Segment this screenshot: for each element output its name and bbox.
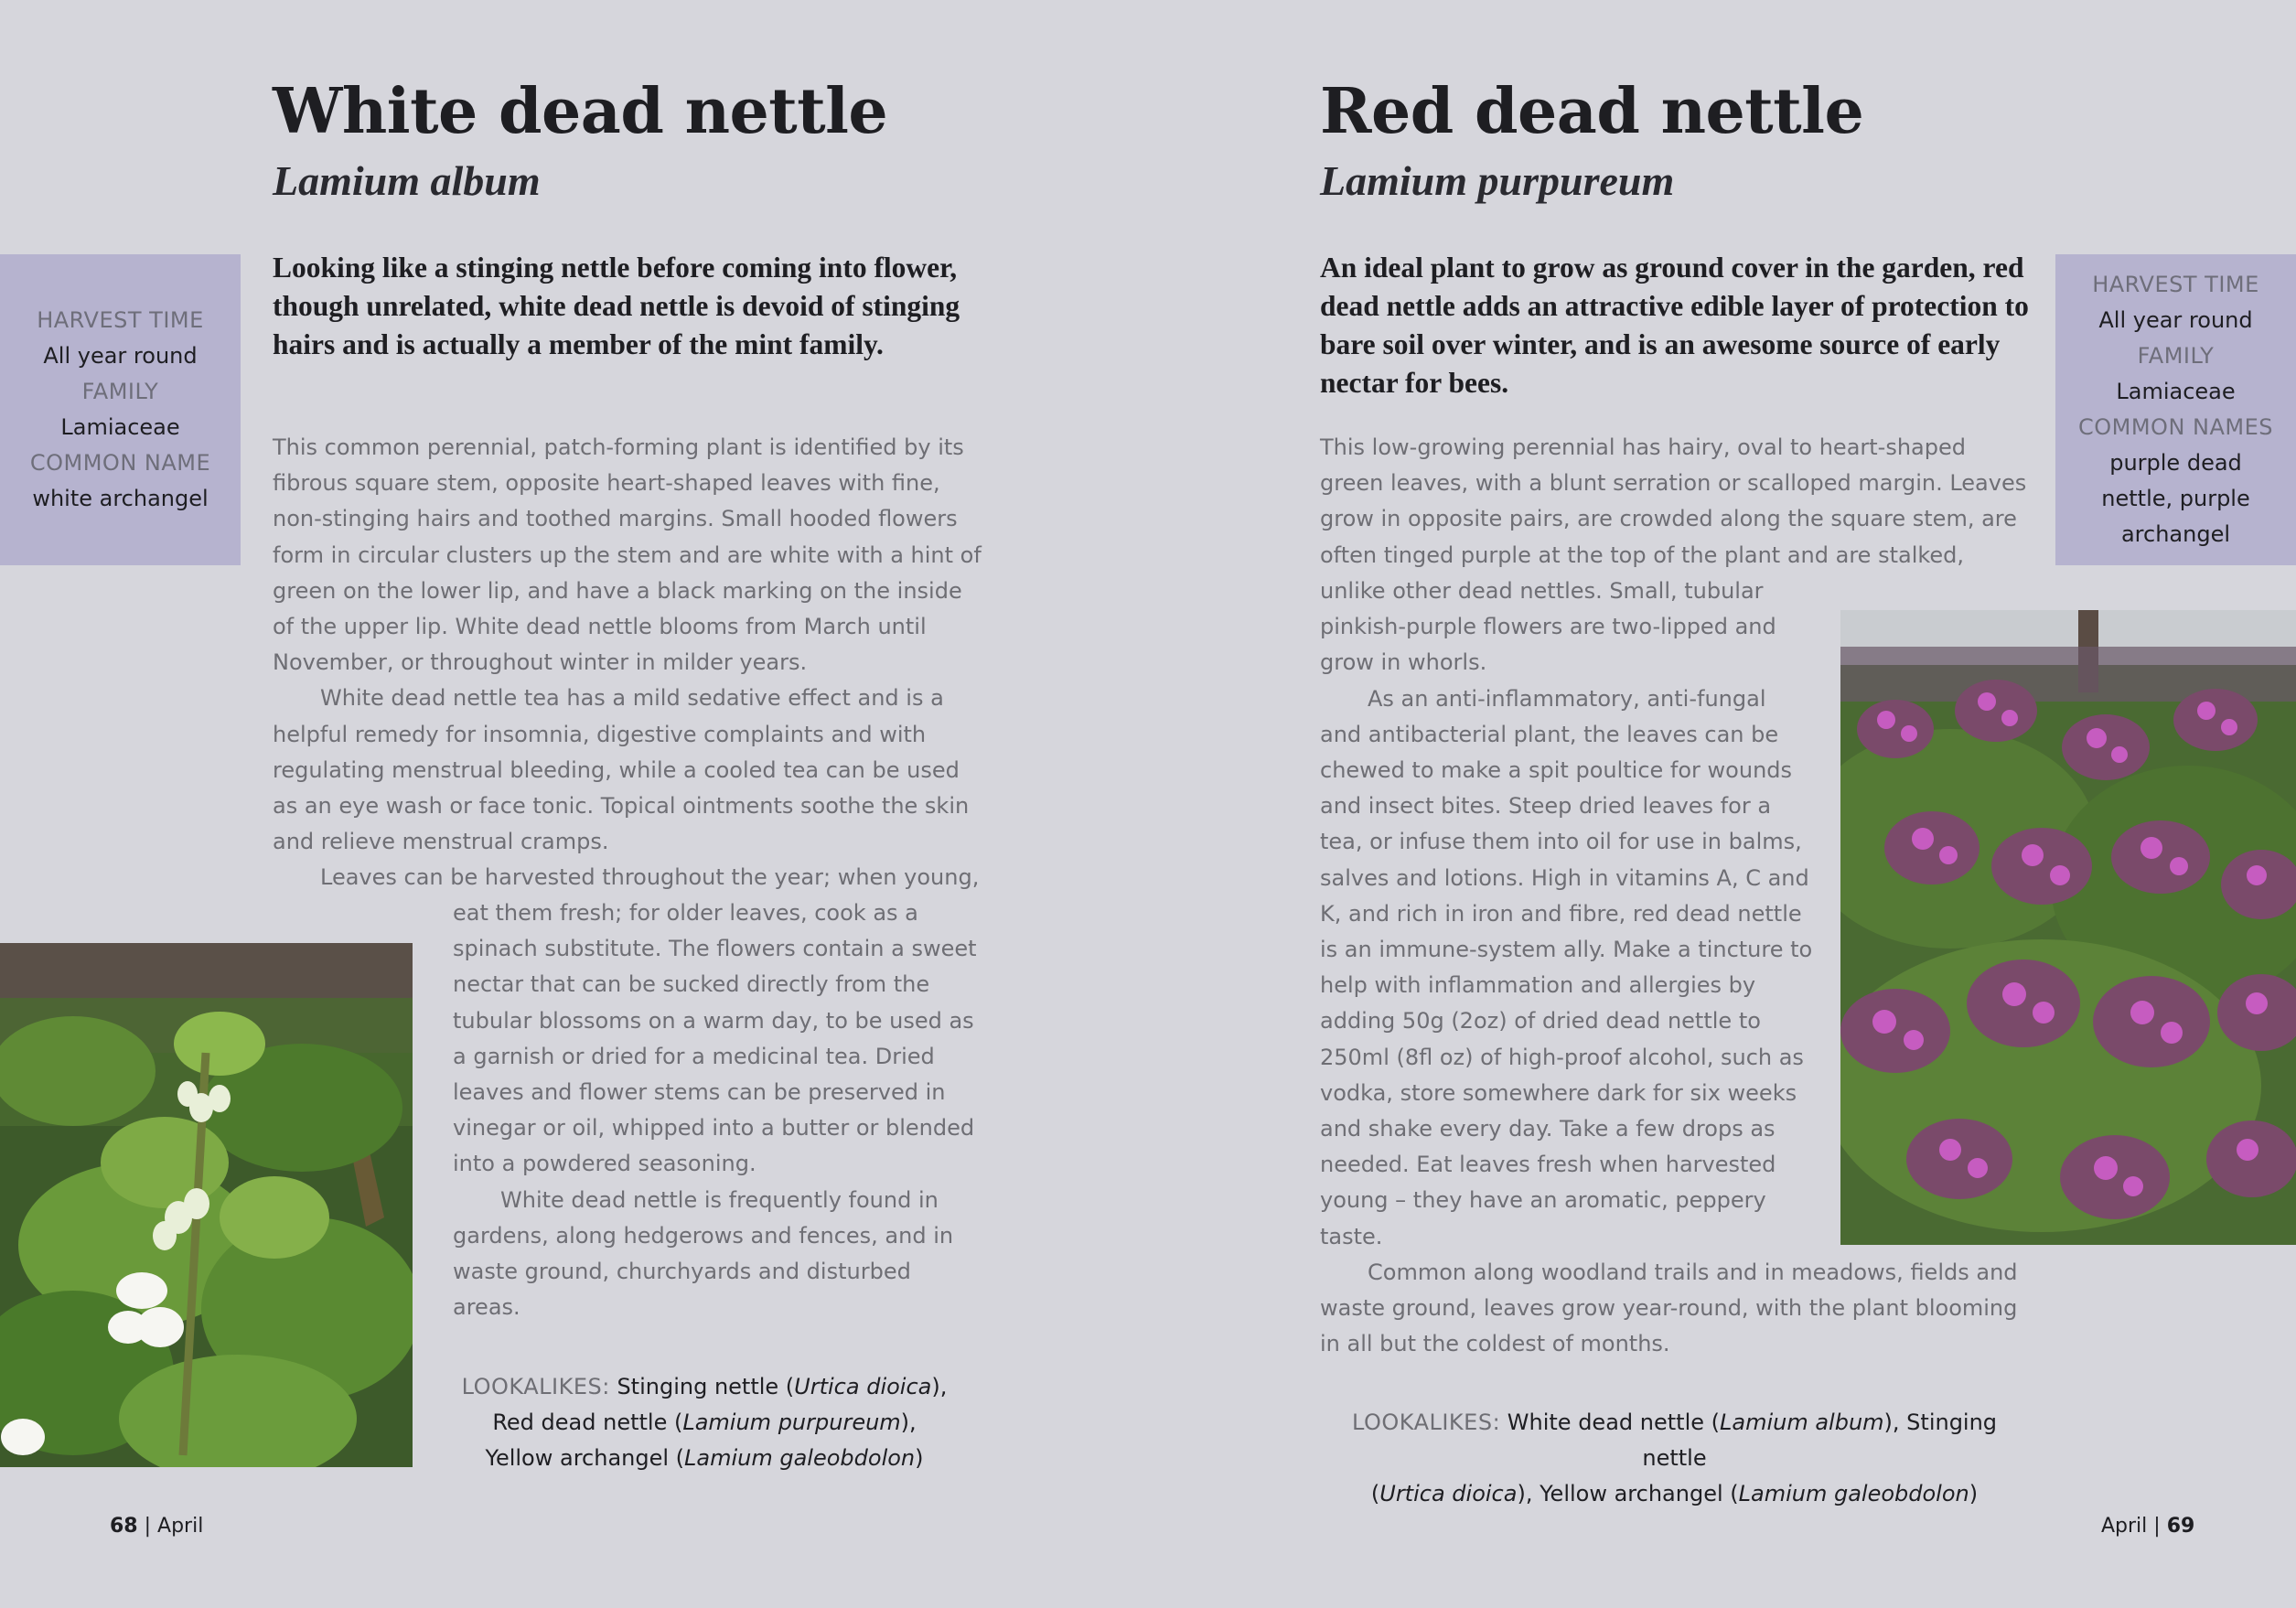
body-paragraph: Leaves can be harvested throughout the year; when young, (320, 864, 980, 891)
lookalike-latin: Lamium galeobdolon (684, 1445, 916, 1472)
red-dead-nettle-photo (1840, 610, 2296, 1245)
lookalike-latin: Urtica dioica (794, 1374, 932, 1399)
right-page (1148, 0, 2296, 1608)
body-text-column (1320, 430, 2029, 574)
body-text-wrapped (1320, 574, 1814, 1255)
body-paragraph: This low-growing perennial has hairy, oval to heart-shaped green leaves, with a blunt serration or scalloped margin. Leaves grow in opposite pairs, are crowded along the square stem, are often tinged purple at the top of the plant and are stalked, (1320, 434, 2027, 568)
page-footer (110, 1515, 203, 1538)
lookalike-latin: Lamium galeobdolon (1738, 1481, 1969, 1507)
lookalike-text: ), Yellow archangel ( (1517, 1481, 1739, 1507)
latin-name: Lamium purpureum (1320, 157, 1675, 204)
footer-month: April (2101, 1515, 2148, 1538)
common-names-value: purple dead nettle, purple archangel (2101, 450, 2250, 547)
lookalike-latin: Urtica dioica (1379, 1481, 1518, 1507)
lookalike-text: ), (900, 1410, 917, 1436)
body-paragraph: This common perennial, patch-forming plant is identified by its fibrous square stem, opposite heart-shaped leaves with fine, non-stinging hairs and toothed margins. Small hooded flowers form in circular clusters up the stem and are white with a hint of green on the lower lip, and have a black marking on the inside of the upper lip. White dead nettle blooms from March until November, or throughout winter in milder years. (273, 434, 982, 676)
page-title: White dead nettle (273, 75, 888, 148)
body-text-wrapped (453, 895, 983, 1325)
family-value: Lamiaceae (2116, 379, 2236, 404)
page-title: Red dead nettle (1320, 75, 1864, 148)
body-paragraph: Common along woodland trails and in meadows, fields and waste ground, leaves grow year-round, with the plant blooming in all but the coldest of months. (1320, 1260, 2018, 1357)
page-number: 68 (110, 1515, 138, 1538)
body-paragraph: unlike other dead nettles. Small, tubular pinkish-purple flowers are two-lipped and grow in whorls. (1320, 578, 1776, 676)
harvest-time-value: All year round (2098, 307, 2253, 333)
family-label: FAMILY (2137, 343, 2215, 369)
intro-paragraph: An ideal plant to grow as ground cover in the garden, red dead nettle adds an attractive edible layer of protection to bare soil over winter, and is an awesome source of early nectar for bees. (1320, 252, 2029, 399)
harvest-time-value: All year round (43, 343, 198, 369)
lookalike-text: Stinging nettle ( (609, 1374, 795, 1399)
body-paragraph: eat them fresh; for older leaves, cook as a spinach substitute. The flowers contain a sweet nectar that can be sucked directly from the tubular blossoms on a warm day, to be used as a garnish or dried for a medicinal tea. Dried leaves and flower stems can be preserved in vinegar or oil, whipped into a butter or blended into a powdered seasoning. (453, 900, 977, 1177)
lookalikes (430, 1369, 979, 1477)
lookalikes-label: LOOKALIKES: (461, 1374, 610, 1399)
lookalike-text: ), (931, 1374, 948, 1399)
lookalike-latin: Lamium album (1720, 1410, 1884, 1435)
white-dead-nettle-photo (0, 943, 413, 1467)
footer-separator: | (137, 1515, 158, 1538)
lookalike-text: ) (1969, 1481, 1979, 1507)
body-text-column (273, 430, 986, 896)
lookalike-text: ) (915, 1445, 924, 1472)
latin-name: Lamium album (273, 157, 541, 204)
page-number: 69 (2166, 1515, 2195, 1538)
footer-separator: | (2147, 1515, 2167, 1538)
plant-info-box (0, 254, 241, 565)
body-text-column (1320, 1255, 2029, 1363)
body-paragraph: White dead nettle is frequently found in gardens, along hedgerows and fences, and in waste ground, churchyards and disturbed areas. (453, 1186, 954, 1321)
body-paragraph: As an anti-inflammatory, anti-fungal and antibacterial plant, the leaves can be chewed to make a spit poultice for wounds and insect bites. Steep dried leaves for a tea, or infuse them into oil for use in balms, salves and lotions. High in vitamins A, C and K, and rich in iron and fibre, red dead nettle is an immune-system ally. Make a tincture to help with inflammation and allergies by adding 50g (2oz) of dried dead nettle to 250ml (8fl oz) of high-proof alcohol, such as vodka, store somewhere dark for six weeks and shake every day. Take a few drops as needed. Eat leaves fresh when harvested young – they have an aromatic, peppery taste. (1320, 685, 1813, 1249)
common-names-label: COMMON NAMES (2077, 414, 2273, 440)
lookalike-text: ( (1370, 1481, 1380, 1507)
common-name-value: white archangel (32, 486, 209, 511)
harvest-time-label: HARVEST TIME (2092, 272, 2259, 297)
lookalikes-label: LOOKALIKES: (1351, 1410, 1501, 1435)
footer-month: April (157, 1515, 204, 1538)
family-value: Lamiaceae (60, 414, 180, 440)
body-paragraph: White dead nettle tea has a mild sedative effect and is a helpful remedy for insomnia, digestive complaints and with regulating menstrual bleeding, while a cooled tea can be used as an eye wash or face tonic. Topical ointments soothe the skin and relieve menstrual cramps. (273, 685, 970, 855)
harvest-time-label: HARVEST TIME (37, 307, 204, 333)
lookalike-text: White dead nettle ( (1500, 1410, 1720, 1435)
intro-paragraph: Looking like a stinging nettle before coming into flower, though unrelated, white dead nettle is devoid of stinging hairs and is actually a member of the mint family. (273, 252, 960, 360)
lookalike-text: ), Stinging nettle (1642, 1410, 1998, 1472)
lookalike-text: Red dead nettle ( (492, 1410, 683, 1436)
lookalikes (1320, 1405, 2029, 1513)
lookalike-text: Yellow archangel ( (485, 1445, 685, 1472)
lookalike-latin: Lamium purpureum (682, 1410, 901, 1436)
family-label: FAMILY (81, 379, 159, 404)
common-name-label: COMMON NAME (29, 450, 211, 476)
plant-info-box (2055, 254, 2296, 565)
page-footer (2101, 1515, 2194, 1538)
